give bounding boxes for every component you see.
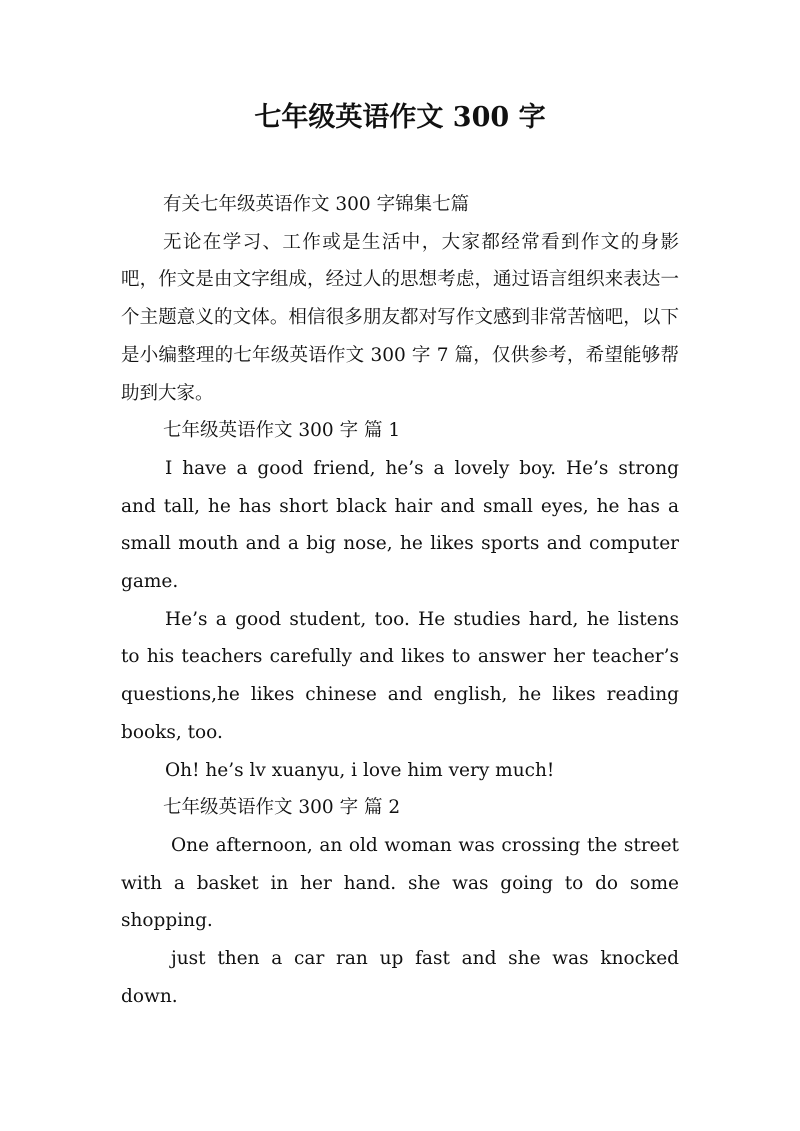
intro-paragraph: 无论在学习、工作或是生活中，大家都经常看到作文的身影吧，作文是由文字组成，经过人的思想考虑，通过语言组织来表达一个主题意义的文体。相信很多朋友都对写作文感到非常苦恼吧，以下是小编整理的七年级英语作文 300 字 7 篇，仅供参考，希望能够帮助到大家。 xyxy=(121,231,679,404)
essay-2-heading: 七年级英语作文 300 字 篇 2 xyxy=(163,797,401,819)
document-body xyxy=(121,186,679,1015)
document-title: 七年级英语作文 300 字 xyxy=(254,102,546,133)
essay-1-heading: 七年级英语作文 300 字 篇 1 xyxy=(163,420,401,442)
essay-2-paragraph: just then a car ran up fast and she was knocked down. xyxy=(121,948,679,1007)
essay-1-paragraph: I have a good friend, he’s a lovely boy. He’s strong and tall, he has short black hair and small eyes, he has a small mouth and a big nose, he likes sports and computer game. xyxy=(121,457,679,593)
collection-heading: 有关七年级英语作文 300 字锦集七篇 xyxy=(163,194,470,215)
essay-1-paragraph: Oh! he’s lv xuanyu, i love him very much! xyxy=(165,759,555,781)
essay-1-paragraph: He’s a good student, too. He studies hard, he listens to his teachers carefully and likes to answer her teacher’s questions,he likes chinese and english, he likes reading books, too. xyxy=(121,608,679,743)
essay-2-paragraph: One afternoon, an old woman was crossing the street with a basket in her hand. she was going to do some shopping. xyxy=(121,834,679,932)
